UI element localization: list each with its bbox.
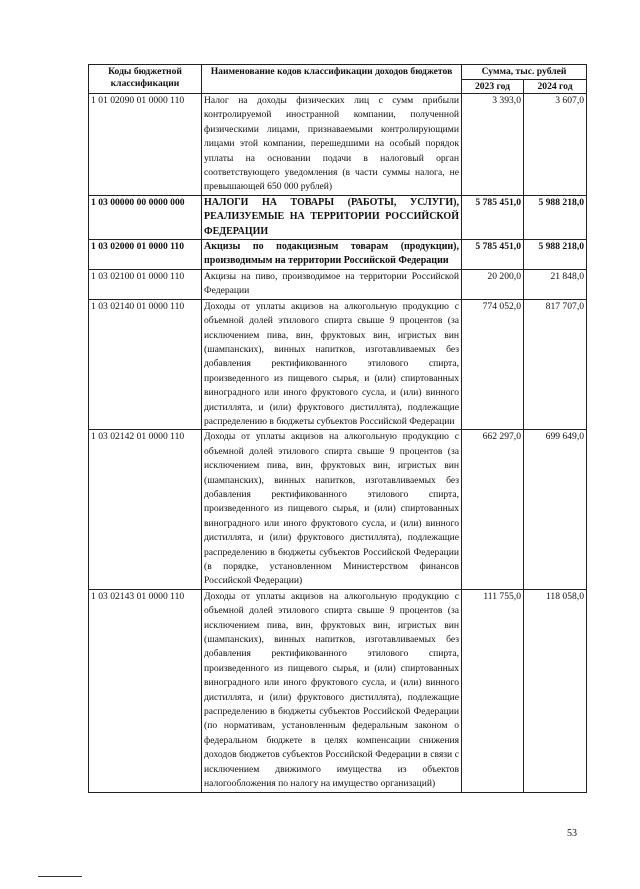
header-year-2024: 2024 год (524, 79, 587, 94)
table-row (89, 94, 587, 196)
table-header (89, 65, 587, 94)
amount-2023-cell: 5 785 451,0 (462, 195, 524, 239)
amount-2023-cell: 20 200,0 (462, 269, 524, 299)
amount-2024-cell: 3 607,0 (524, 94, 587, 196)
table-row (89, 269, 587, 299)
header-code: Коды бюджетной классификации (89, 65, 202, 94)
header-year-2023: 2023 год (462, 79, 524, 94)
header-sum: Сумма, тыс. рублей (462, 65, 587, 80)
name-cell: Доходы от уплаты акцизов на алкогольную продукцию с объемной долей этилового спирта свыше 9 процентов (за исключением пива, вин, фруктовых вин, игристых вин (шампанских), винных напитков, изготавливаемых без добавления ректификованного этилового спирта, произведенного из пищевого сырья, и (или) спиртованных виноградного или иного фруктового сусла, и (или) винного дистиллята, и (или) фруктового дистиллята), подлежащие распределению в бюджеты субъектов Российской Федерации (по нормативам, установленным федеральным законом о федеральном бюджете в целях компенсации снижения доходов бюджетов субъектов Российской Федерации в связи с исключением движимого имущества из объектов налогообложения по налогу на имущество организаций) (202, 589, 462, 792)
amount-2024-cell: 817 707,0 (524, 299, 587, 430)
table-row (89, 195, 587, 239)
name-cell: Доходы от уплаты акцизов на алкогольную продукцию с объемной долей этилового спирта свыше 9 процентов (за исключением пива, вин, фруктовых вин, игристых вин (шампанских), винных напитков, изготавливаемых без добавления ректификованного этилового спирта, произведенного из пищевого сырья, и (или) спиртованных виноградного или иного фруктового сусла, и (или) винного дистиллята, и (или) фруктового дистиллята), подлежащие распределению в бюджеты субъектов Российской Федерации (202, 299, 462, 430)
code-cell: 1 03 02143 01 0000 110 (89, 589, 202, 792)
amount-2023-cell: 774 052,0 (462, 299, 524, 430)
code-cell: 1 03 02140 01 0000 110 (89, 299, 202, 430)
table-row (89, 240, 587, 270)
name-cell: Доходы от уплаты акцизов на алкогольную продукцию с объемной долей этилового спирта свыше 9 процентов (за исключением пива, вин, фруктовых вин, игристых вин (шампанских), винных напитков, изготавливаемых без добавления ректификованного этилового спирта, произведенного из пищевого сырья, и (или) спиртованных виноградного или иного фруктового сусла, и (или) винного дистиллята, и (или) фруктового дистиллята), подлежащие распределению в бюджеты субъектов Российской Федерации (в порядке, установленном Министерством финансов Российской Федерации) (202, 430, 462, 589)
amount-2024-cell: 699 649,0 (524, 430, 587, 589)
amount-2024-cell: 118 058,0 (524, 589, 587, 792)
code-cell: 1 03 00000 00 0000 000 (89, 195, 202, 239)
code-cell: 1 03 02100 01 0000 110 (89, 269, 202, 299)
budget-classification-table (88, 64, 587, 793)
code-cell: 1 03 02000 01 0000 110 (89, 240, 202, 270)
table-row (89, 589, 587, 792)
name-cell: НАЛОГИ НА ТОВАРЫ (РАБОТЫ, УСЛУГИ), РЕАЛИЗУЕМЫЕ НА ТЕРРИТОРИИ РОССИЙСКОЙ ФЕДЕРАЦИИ (202, 195, 462, 239)
name-cell: Налог на доходы физических лиц с сумм прибыли контролируемой иностранной компании, полученной физическими лицами, признаваемыми контролирующими лицами этой компании, перешедшими на особый порядок уплаты на основании подачи в налоговый орган соответствующего уведомления (в части суммы налога, не превышающей 650 000 рублей) (202, 94, 462, 196)
amount-2024-cell: 5 988 218,0 (524, 195, 587, 239)
name-cell: Акцизы на пиво, производимое на территории Российской Федерации (202, 269, 462, 299)
footer-rule (38, 876, 82, 877)
name-cell: Акцизы по подакцизным товарам (продукции), производимым на территории Российской Федерации (202, 240, 462, 270)
header-name: Наименование кодов классификации доходов бюджетов (202, 65, 462, 94)
amount-2023-cell: 662 297,0 (462, 430, 524, 589)
code-cell: 1 03 02142 01 0000 110 (89, 430, 202, 589)
amount-2024-cell: 21 848,0 (524, 269, 587, 299)
page-number: 53 (567, 828, 577, 839)
table-row (89, 299, 587, 430)
header-row-1 (89, 65, 587, 80)
amount-2023-cell: 3 393,0 (462, 94, 524, 196)
amount-2023-cell: 5 785 451,0 (462, 240, 524, 270)
amount-2023-cell: 111 755,0 (462, 589, 524, 792)
table-body (89, 94, 587, 793)
amount-2024-cell: 5 988 218,0 (524, 240, 587, 270)
code-cell: 1 01 02090 01 0000 110 (89, 94, 202, 196)
table-row (89, 430, 587, 589)
